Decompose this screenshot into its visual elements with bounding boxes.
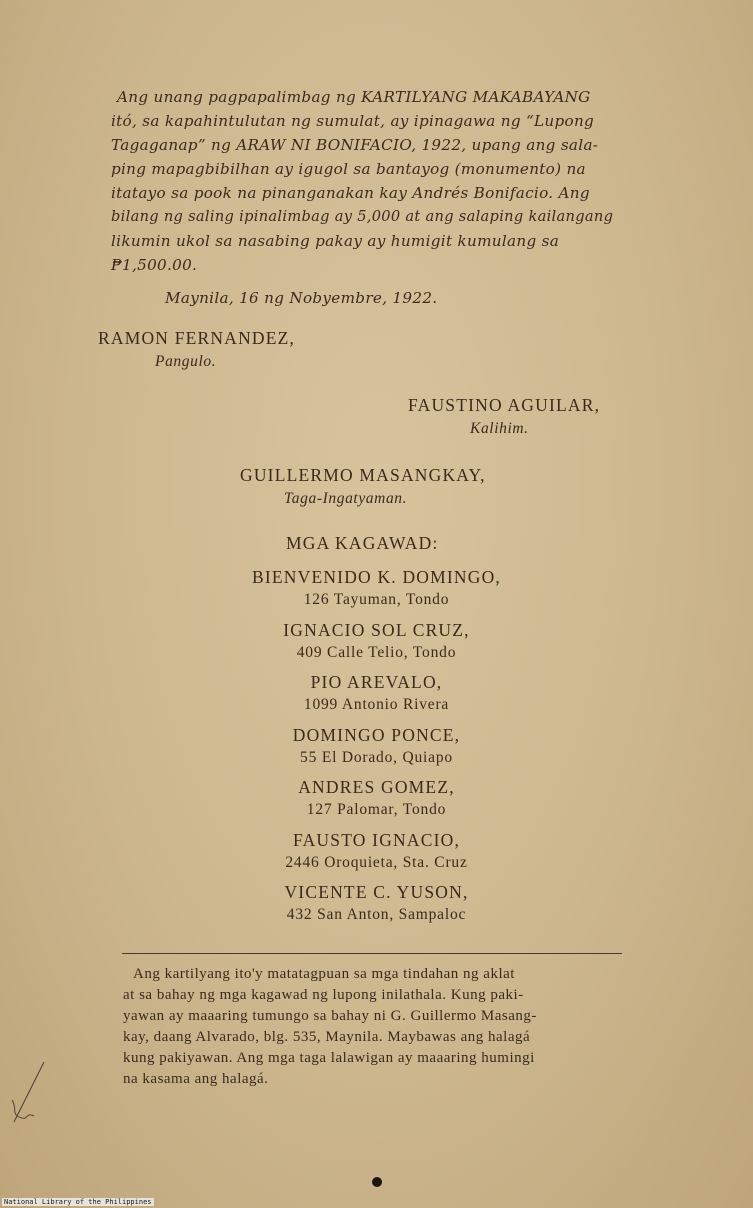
treasurer-name: GUILLERMO MASANGKAY, bbox=[240, 465, 486, 485]
member-name: VICENTE C. YUSON, bbox=[284, 882, 469, 902]
member-address: 126 Tayuman, Tondo bbox=[303, 591, 450, 608]
member-address: 1099 Antonio Rivera bbox=[303, 696, 450, 713]
member-name: PIO AREVALO, bbox=[310, 672, 443, 692]
notice-line: kay, daang Alvarado, blg. 535, Maynila. Maybawas ang halagá bbox=[123, 1029, 531, 1045]
treasurer-title: Taga-Ingatyaman. bbox=[284, 490, 408, 507]
member-address: 55 El Dorado, Quiapo bbox=[300, 749, 453, 766]
notice-line: yawan ay maaaring tumungo sa bahay ni G. Guillermo Masang- bbox=[123, 1008, 537, 1024]
notice-line: Ang kartilyang ito'y matatagpuan sa mga tindahan ng aklat bbox=[133, 966, 515, 982]
president-title: Pangulo. bbox=[155, 353, 217, 370]
intro-line: ping mapagbibilhan ay igugol sa bantayog (monumento) na bbox=[111, 160, 586, 178]
member-name: IGNACIO SOL CRUZ, bbox=[283, 620, 470, 640]
notice-line: kung pakiyawan. Ang mga taga lalawigan ay maaaring humingi bbox=[123, 1050, 535, 1066]
divider-rule bbox=[122, 953, 622, 954]
intro-line: Ang unang pagpapalimbag ng KARTILYANG MAKABAYANG bbox=[117, 88, 591, 106]
secretary-name: FAUSTINO AGUILAR, bbox=[408, 395, 601, 415]
notice-line: at sa bahay ng mga kagawad ng lupong inilathala. Kung paki- bbox=[123, 987, 524, 1003]
member-name: ANDRES GOMEZ, bbox=[298, 777, 455, 797]
president-name: RAMON FERNANDEZ, bbox=[98, 328, 296, 348]
members-heading: MGA KAGAWAD: bbox=[286, 533, 439, 553]
member-address: 432 San Anton, Sampaloc bbox=[286, 906, 467, 923]
member-name: DOMINGO PONCE, bbox=[292, 725, 461, 745]
notice-line: na kasama ang halagá. bbox=[123, 1071, 269, 1087]
footer-credit: National Library of the Philippines bbox=[4, 1198, 152, 1206]
member-address: 409 Calle Telio, Tondo bbox=[296, 644, 457, 661]
intro-line: likumin ukol sa nasabing pakay ay humigit kumulang sa bbox=[111, 232, 560, 250]
member-name: FAUSTO IGNACIO, bbox=[292, 830, 461, 850]
intro-line: itó, sa kapahintulutan ng sumulat, ay ipinagawa ng “Lupong bbox=[111, 112, 595, 130]
intro-line: itatayo sa pook na pinanganakan kay Andrés Bonifacio. Ang bbox=[111, 184, 590, 202]
member-name: BIENVENIDO K. DOMINGO, bbox=[251, 567, 501, 587]
intro-line: ₱1,500.00. bbox=[111, 256, 198, 274]
intro-line: Tagaganap” ng ARAW NI BONIFACIO, 1922, upang ang sala- bbox=[111, 136, 599, 154]
secretary-title: Kalihim. bbox=[470, 420, 529, 437]
member-address: 2446 Oroquieta, Sta. Cruz bbox=[285, 854, 468, 871]
member-address: 127 Palomar, Tondo bbox=[306, 801, 447, 818]
dateline: Maynila, 16 ng Nobyembre, 1922. bbox=[165, 289, 438, 307]
pencil-mark-icon bbox=[4, 1060, 54, 1130]
bottom-dot bbox=[372, 1177, 382, 1187]
intro-line: bilang ng saling ipinalimbag ay 5,000 at ang salaping kailangang bbox=[111, 208, 614, 225]
